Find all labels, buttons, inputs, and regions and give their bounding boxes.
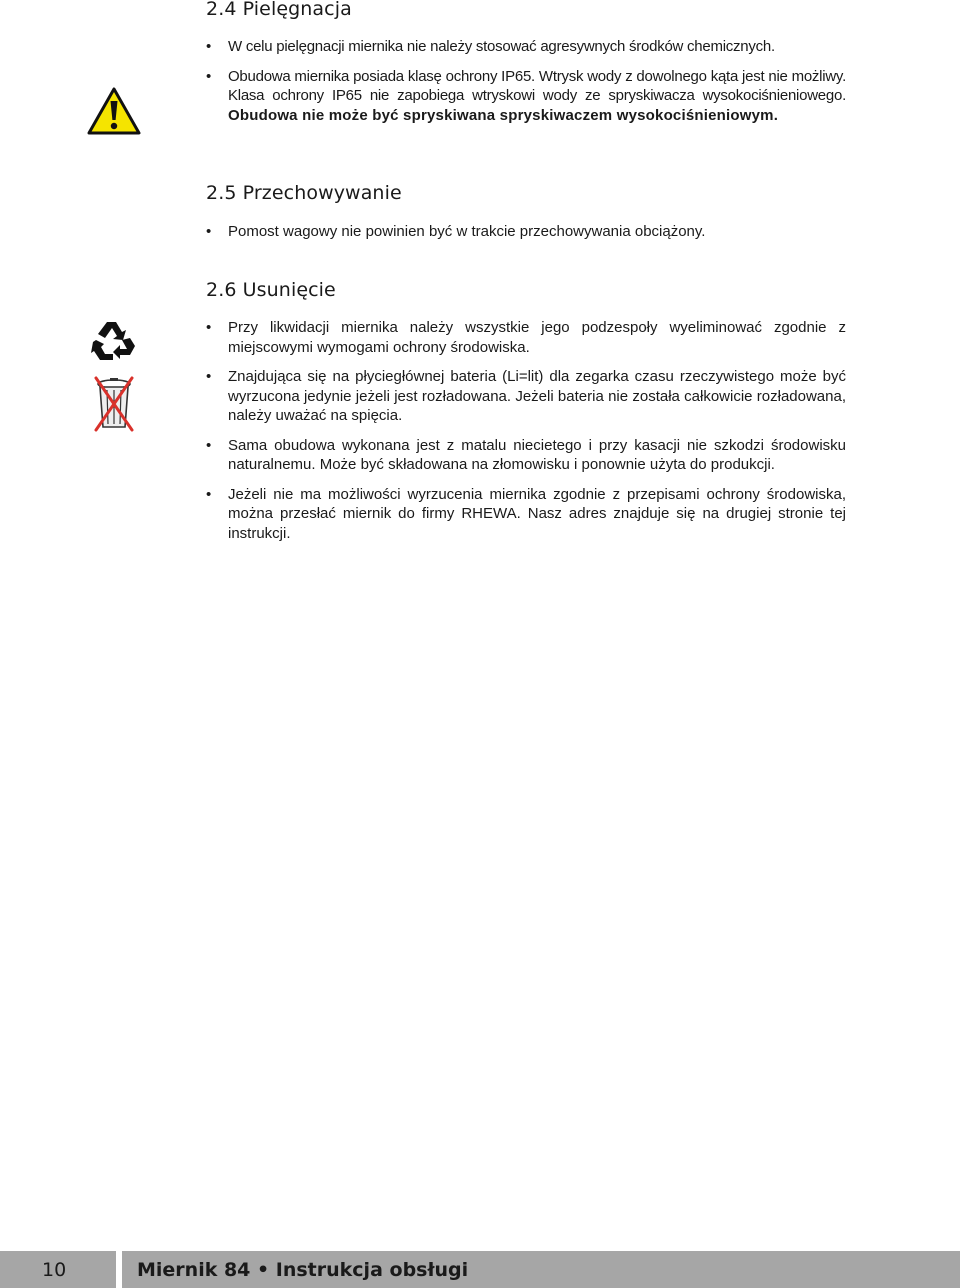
section-title-disposal: 2.6 Usunięcie [206, 279, 336, 301]
list-item [206, 222, 846, 242]
list-item [206, 485, 846, 544]
bullet: • [206, 436, 212, 454]
list-item [206, 367, 846, 426]
care-list [206, 37, 846, 135]
page-number: 10 [42, 1259, 67, 1281]
disposal-item-text: Jeżeli nie ma możliwości wyrzucenia miernika zgodnie z przepisami ochrony środowiska, można przesłać miernik do firmy RHEWA. Nasz adres znajduje się na drugiej stronie tej instrukcji. [228, 485, 846, 542]
list-item [206, 37, 846, 57]
warning-triangle-icon [86, 86, 142, 136]
storage-item-text: Pomost wagowy nie powinien być w trakcie przechowywania obciążony. [228, 223, 706, 240]
bullet: • [206, 485, 212, 503]
bullet: • [206, 368, 212, 385]
crossed-out-bin-icon [92, 375, 136, 433]
disposal-list [206, 318, 846, 553]
list-item [206, 318, 846, 357]
footer-title: Miernik 84 • Instrukcja obsługi [137, 1259, 469, 1281]
bullet: • [206, 38, 212, 55]
care-item-text: W celu pielęgnacji miernika nie należy stosować agresywnych środków chemicznych. [228, 38, 775, 55]
care-item-text: Obudowa miernika posiada klasę ochrony IP65. Wtrysk wody z dowolnego kąta jest nie możliwy. Klasa ochrony IP65 nie zapobiega wtryskowi wody ze spryskiwacza wysokociśnieniowego. [228, 67, 846, 104]
bullet: • [206, 223, 212, 240]
storage-list [206, 222, 846, 252]
disposal-item-text: Znajdująca się na płyciegłównej bateria (Li=lit) dla zegarka czasu rzeczywistego może być wyrzucona jedynie jeżeli jest rozładowana. Jeżeli bateria nie została całkowicie rozładowana, należy uważać na spięcia. [228, 368, 846, 424]
disposal-item-text: Sama obudowa wykonana jest z matalu niecietego i przy kasacji nie szkodzi środowisku naturalnemu. Może być składowana na złomowisku i ponownie użyta do produkcji. [228, 436, 846, 473]
care-item-warning-text: Obudowa nie może być spryskiwana spryskiwaczem wysokociśnieniowym. [228, 106, 779, 124]
footer-divider [116, 1251, 122, 1288]
list-item [206, 67, 846, 126]
section-title-storage: 2.5 Przechowywanie [206, 182, 402, 204]
disposal-item-text: Przy likwidacji miernika należy wszystkie jego podzespoły wyeliminować zgodnie z miejscowymi wymogami ochrony środowiska. [228, 319, 846, 356]
bullet: • [206, 319, 212, 336]
page-footer [0, 1251, 960, 1288]
section-title-care: 2.4 Pielęgnacja [206, 0, 352, 20]
recycle-icon [90, 318, 138, 364]
bullet: • [206, 67, 212, 85]
list-item [206, 436, 846, 475]
